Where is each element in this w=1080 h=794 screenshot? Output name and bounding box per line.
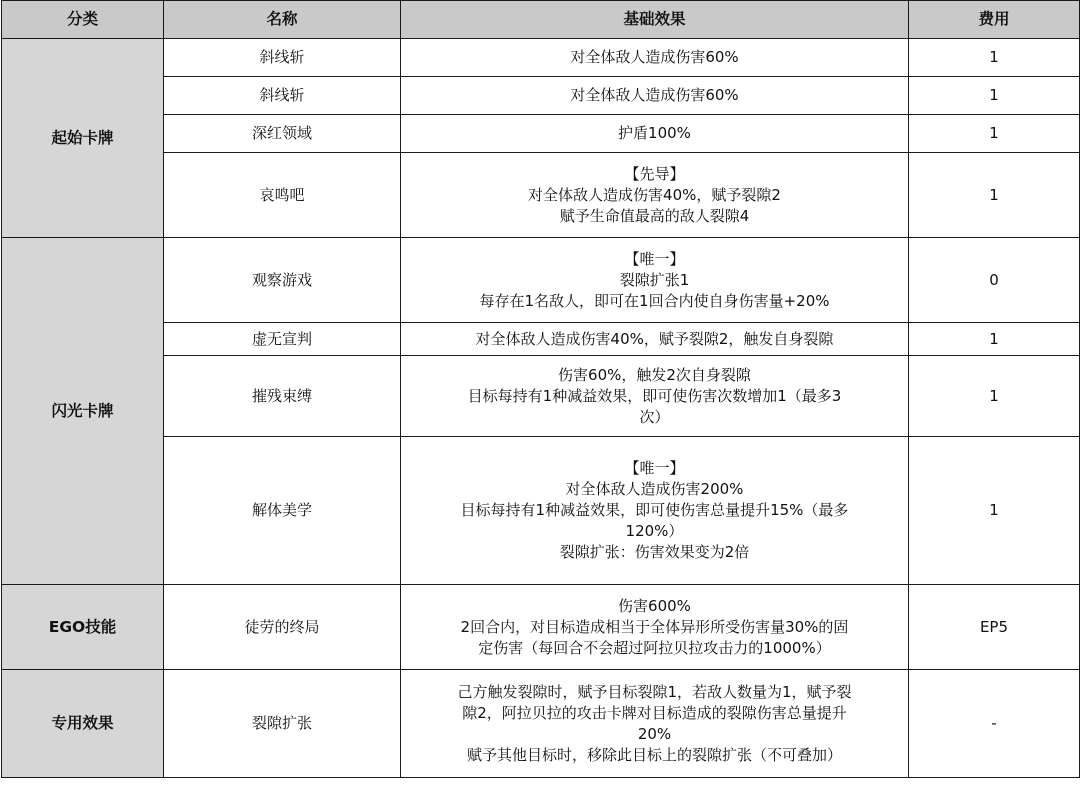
table-row [2, 323, 1080, 356]
effect-line: 【唯一】 [624, 459, 685, 477]
effect-line: 赋予其他目标时，移除此目标上的裂隙扩张（不可叠加） [466, 745, 842, 764]
effect-cell [401, 77, 909, 115]
table-row [2, 77, 1080, 115]
card-name-cell: 虚无宣判 [164, 323, 401, 356]
header-category: 分类 [2, 1, 164, 39]
card-name-cell: 斜线斩 [164, 77, 401, 115]
effect-cell [401, 585, 909, 670]
effect-line: 对全体敌人造成伤害40%，赋予裂隙2，触发自身裂隙 [475, 329, 834, 348]
effect-line: 对全体敌人造成伤害60% [570, 48, 739, 66]
category-cell: 专用效果 [2, 670, 164, 778]
card-name-cell: 摧残束缚 [164, 356, 401, 437]
cost-cell: 1 [909, 153, 1080, 238]
effect-line: 【先导】 [624, 164, 685, 183]
cost-cell: 1 [909, 437, 1080, 585]
effect-cell [401, 323, 909, 356]
effect-line: 伤害60%，触发2次自身裂隙 [558, 365, 751, 384]
table-row [2, 356, 1080, 437]
table-row [2, 238, 1080, 323]
cost-cell: 1 [909, 39, 1080, 77]
effect-cell [401, 153, 909, 238]
effect-line: 目标每持有1种减益效果，即可使伤害总量提升15%（最多 [460, 501, 849, 519]
cost-cell: 1 [909, 77, 1080, 115]
cost-cell: 1 [909, 323, 1080, 356]
card-name-cell: 解体美学 [164, 437, 401, 585]
effect-cell [401, 356, 909, 437]
effect-line: 裂隙扩张1 [619, 270, 690, 289]
table-row [2, 39, 1080, 77]
table-row [2, 670, 1080, 778]
table-row [2, 585, 1080, 670]
table-row [2, 153, 1080, 238]
effect-line: 20% [637, 724, 672, 743]
card-name-cell: 哀鸣吧 [164, 153, 401, 238]
effect-cell [401, 238, 909, 323]
table-row [2, 115, 1080, 153]
cost-cell: 0 [909, 238, 1080, 323]
effect-cell [401, 670, 909, 778]
effect-line: 己方触发裂隙时，赋予目标裂隙1，若敌人数量为1，赋予裂 [457, 682, 852, 701]
category-cell: 起始卡牌 [2, 39, 164, 238]
header-effect: 基础效果 [401, 1, 909, 39]
cost-cell: - [909, 670, 1080, 778]
header-cost: 费用 [909, 1, 1080, 39]
effect-line: 2回合内，对目标造成相当于全体异形所受伤害量30%的固 [460, 617, 849, 636]
effect-cell [401, 39, 909, 77]
effect-line: 护盾100% [618, 124, 691, 142]
table-body [2, 39, 1080, 778]
category-cell: 闪光卡牌 [2, 238, 164, 585]
effect-line: 赋予生命值最高的敌人裂隙4 [559, 206, 750, 225]
card-table [1, 0, 1080, 778]
effect-line: 次） [639, 407, 670, 426]
effect-line: 对全体敌人造成伤害200% [565, 480, 744, 498]
effect-line: 对全体敌人造成伤害40%，赋予裂隙2 [528, 185, 781, 204]
effect-line: 隙2，阿拉贝拉的攻击卡牌对目标造成的裂隙伤害总量提升 [462, 703, 847, 722]
card-name-cell: 徒劳的终局 [164, 585, 401, 670]
effect-cell [401, 115, 909, 153]
effect-line: 对全体敌人造成伤害60% [570, 86, 739, 104]
card-name-cell: 裂隙扩张 [164, 670, 401, 778]
effect-line: 每存在1名敌人，即可在1回合内使自身伤害量+20% [479, 291, 830, 310]
card-name-cell: 斜线斩 [164, 39, 401, 77]
cost-cell: 1 [909, 356, 1080, 437]
effect-line: 【唯一】 [624, 249, 685, 268]
effect-line: 目标每持有1种减益效果，即可使伤害次数增加1（最多3 [467, 386, 842, 405]
table-row [2, 437, 1080, 585]
effect-cell [401, 437, 909, 585]
header-row [2, 1, 1080, 39]
card-name-cell: 观察游戏 [164, 238, 401, 323]
header-name: 名称 [164, 1, 401, 39]
cost-cell: 1 [909, 115, 1080, 153]
card-name-cell: 深红领域 [164, 115, 401, 153]
cost-cell: EP5 [909, 585, 1080, 670]
effect-line: 定伤害（每回合不会超过阿拉贝拉攻击力的1000%） [478, 638, 831, 657]
effect-line: 伤害600% [618, 596, 691, 615]
effect-line: 120%） [625, 522, 684, 540]
effect-line: 裂隙扩张：伤害效果变为2倍 [559, 543, 750, 561]
category-cell: EGO技能 [2, 585, 164, 670]
